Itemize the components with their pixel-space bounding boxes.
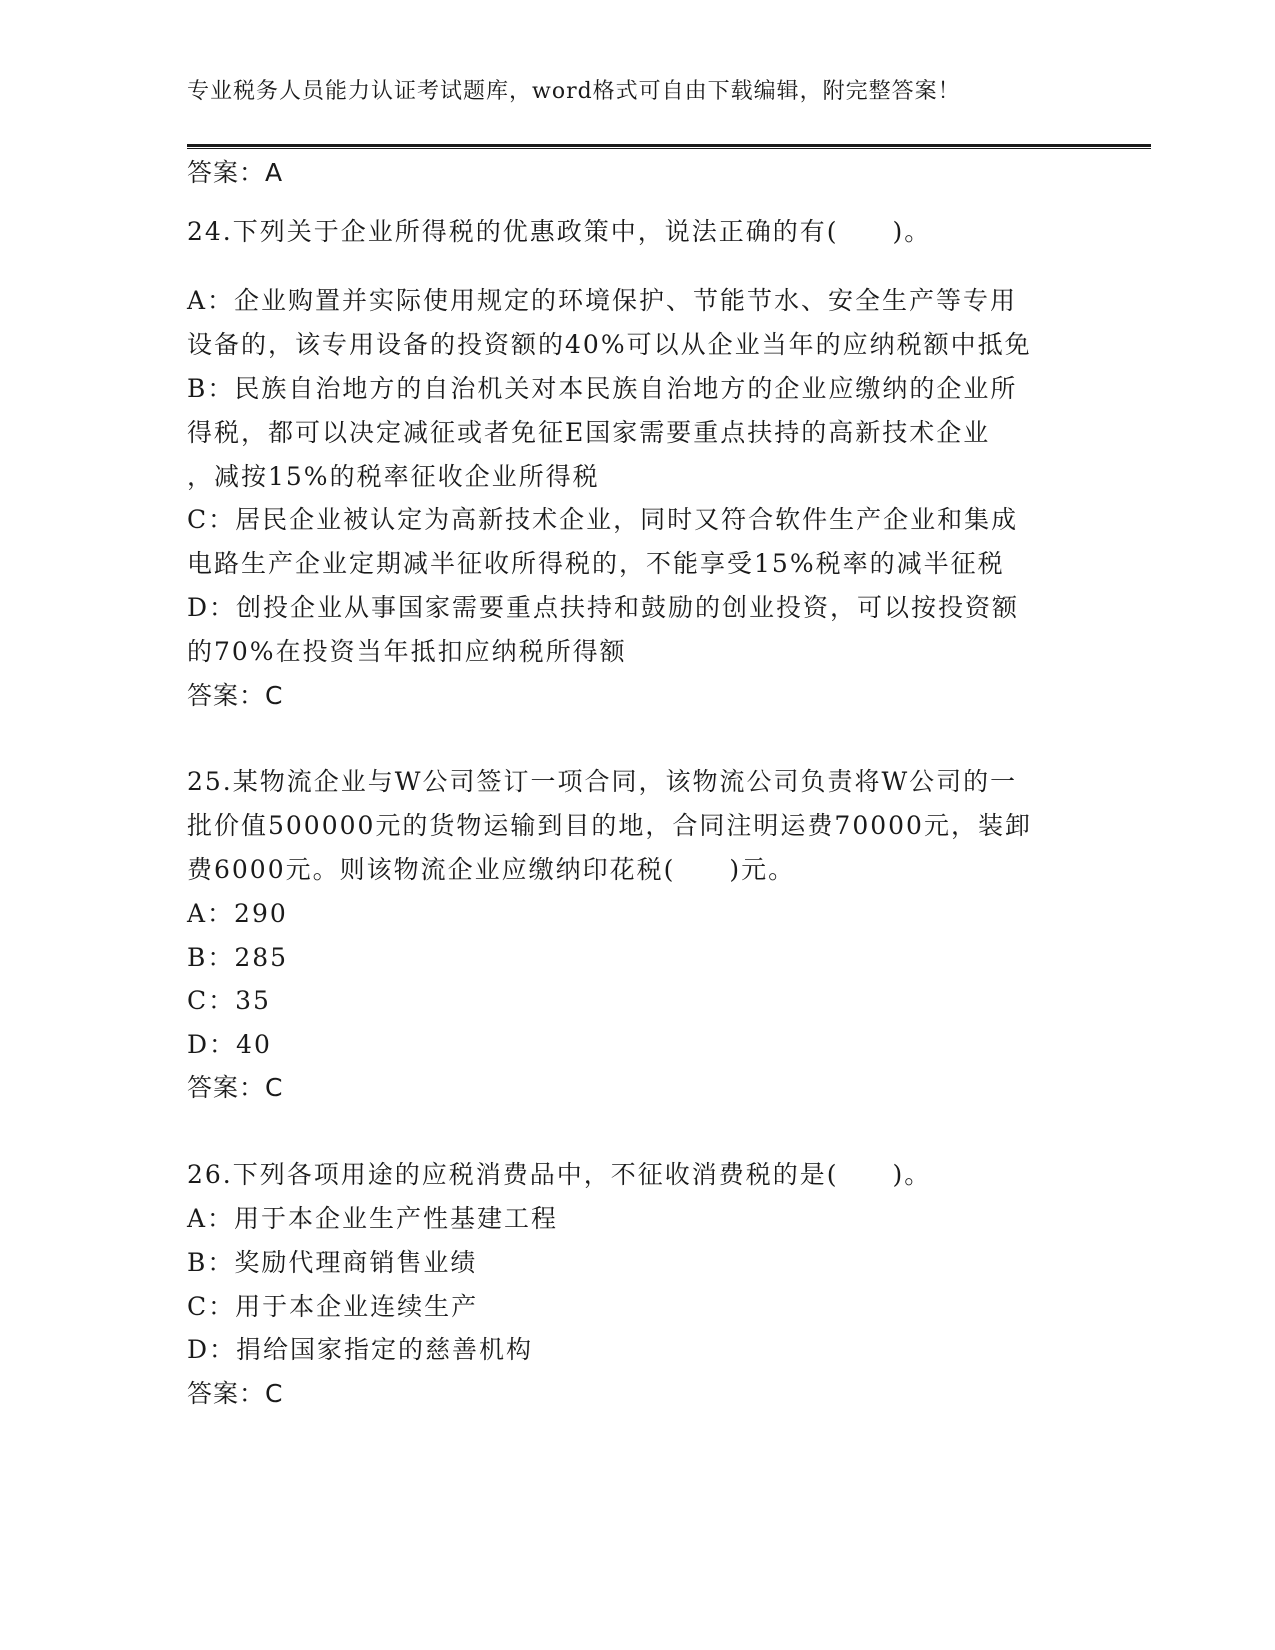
- answer-23: 答案：A: [187, 158, 284, 187]
- answer-26: 答案：C: [187, 1379, 284, 1408]
- answer-24: 答案：C: [187, 681, 284, 710]
- question-25-option-b: B：285: [187, 943, 289, 972]
- question-26-option-d: D：捐给国家指定的慈善机构: [187, 1335, 534, 1364]
- answer-25: 答案：C: [187, 1073, 284, 1102]
- question-24-option-b-line1: B：民族自治地方的自治机关对本民族自治地方的企业应缴纳的企业所: [187, 374, 1018, 403]
- question-24-option-a-line1: A：企业购置并实际使用规定的环境保护、节能节水、安全生产等专用: [187, 286, 1018, 315]
- question-25-option-a: A：290: [187, 899, 288, 928]
- question-26-option-a: A：用于本企业生产性基建工程: [187, 1204, 559, 1233]
- question-26-option-c: C：用于本企业连续生产: [187, 1292, 479, 1321]
- question-25-option-d: D：40: [187, 1030, 272, 1059]
- question-24-option-c-line2: 电路生产企业定期减半征收所得税的，不能享受15%税率的减半征税: [187, 549, 1005, 578]
- question-24-option-c-line1: C：居民企业被认定为高新技术企业，同时又符合软件生产企业和集成: [187, 505, 1019, 534]
- question-25-option-c: C：35: [187, 986, 271, 1015]
- question-24-option-b-line3: ，减按15%的税率征收企业所得税: [187, 462, 600, 491]
- page-header: 专业税务人员能力认证考试题库，word格式可自由下载编辑，附完整答案！: [187, 79, 961, 104]
- header-rule: [187, 144, 1151, 149]
- question-24-stem: 24.下列关于企业所得税的优惠政策中，说法正确的有( )。: [187, 217, 932, 246]
- question-24-option-b-line2: 得税，都可以决定减征或者免征E国家需要重点扶持的高新技术企业: [187, 418, 991, 447]
- question-25-stem-line1: 25.某物流企业与W公司签订一项合同，该物流公司负责将W公司的一: [187, 767, 1018, 796]
- question-24-option-a-line2: 设备的，该专用设备的投资额的40%可以从企业当年的应纳税额中抵免: [187, 330, 1032, 359]
- question-25-stem-line3: 费6000元。则该物流企业应缴纳印花税( )元。: [187, 855, 796, 884]
- question-26-option-b: B：奖励代理商销售业绩: [187, 1248, 478, 1277]
- question-25-stem-line2: 批价值500000元的货物运输到目的地，合同注明运费70000元，装卸: [187, 811, 1032, 840]
- question-26-stem: 26.下列各项用途的应税消费品中，不征收消费税的是( )。: [187, 1160, 932, 1189]
- question-24-option-d-line2: 的70%在投资当年抵扣应纳税所得额: [187, 637, 627, 666]
- question-24-option-d-line1: D：创投企业从事国家需要重点扶持和鼓励的创业投资，可以按投资额: [187, 593, 1020, 622]
